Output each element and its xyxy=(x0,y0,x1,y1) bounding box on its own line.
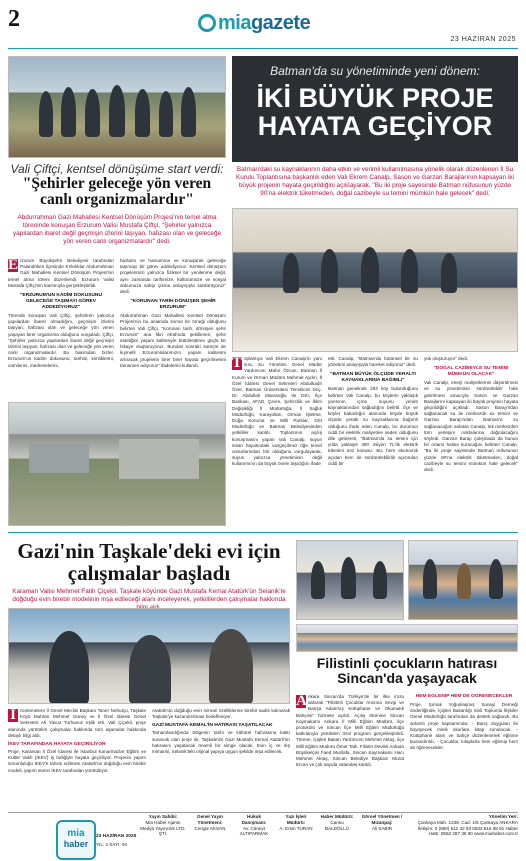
footer-address: Yönetim Yeri: Çankaya Mah. 1238. Cad. 1/6 Çankaya ANKARA İletişim: 0 (850) 512 32 63 0532 516 08 91 Haber Hattı: 0552 287 36 90 www.miahaber.com.tr xyxy=(417,814,518,837)
story-lead: Karaman Valisi Mehmet Fatih Çiçekli, Taşkale köyünde Gazi Mustafa Kemal Atatürk'ün Selanik'te doğduğu evin birebir modelinin inşa edileceği alanı inceleyerek, yetkililerden çalışmalar hakkında xyxy=(12,588,286,604)
footer-issue: YIL: 2 SAYI: 94 xyxy=(96,842,128,847)
story-intro: rzurum Büyükşehir Belediyesi tarafından Palandöken ilçesinde Kırkılıklar Abdurrahman Gazi Mahallesi Kentsel Dönüşüm Projesi'nin temel atma töreni düzenlendi. Erzurum Valisi Mustafa Çiftçi'nin katılımıyla gerçekleştirildi. xyxy=(8,258,114,288)
story-paragraph: ncelemelere İl Genel Meclisi Başkanı Taner Nohutçu, Taşkale Köyü Muhtarı Mehmet Güney ve İl Özel İdaresi Genel Sekreteri Ali Yavuz Turhanoz eşlik etti. Vali Çiçekli, proje alanında yürütülen çalışmalar hakkında tüm aşamalar hakkında detaylı bilgi aldı. xyxy=(8,708,146,738)
officials-photo xyxy=(8,608,290,704)
story-headline: Gazi'nin Taşkale'deki evi için çalışmalar başladı xyxy=(17,539,281,586)
story-paragraph: Abdurrahman Gazi Mahallesi Kentsel Dönüşüm Projesi'nin bu anlamda somut bir örneği olduğunu belirten Vali Çiftçi, "Korunan tarih, dönüşen şehir Erzurum" ana fikri etrafında şekillenen, şehir estetiğini yaşam kalitesiyle bütünleştiren güçlü bir hikaye oluşturuyoruz. Bundan sonraki süreçte de kıymetli Erzurumlularımızın yaşam kalitesini artıracak projelerin birer birer hayata geçirilmesini tamamen adıyoruz" ifadelerini kullandı. xyxy=(120,313,226,368)
story-paragraph: Törende konuşan Vali Çiftçi, şehirlerin yalnızca yapılardan ibaret olmadığını, geçmişin izlerini taşıyan, hafızası olan ve geleceğe yön veren yaşayan birer organizma olduğunu vurguladı. Çiftçi, "Şehirler yalnızca yapılardan ibaret değil geçmişin izlerini taşıyan, hafızası olan ve geleceğe yön veren canlı organizmalardır. Bu bakımdan bizler, Erzurum'un kadim dokusunu, tarihini, kimliklerini, camilerini, medreselerini, xyxy=(8,313,114,368)
footer-managing-editor: Yazı İşleri Müdürü: A. Ersin TURAN xyxy=(279,814,313,831)
story-paragraph: oplantıya Vali Ekrem Canalp'in yanı sıra, Su Yönetimi Genel Müdür Yardımcısı Mahir Özcan, Batman İl Kurum ve Orman Müdürü Mehmet Aydın, İl Özel İdaresi Genel Sekreteri Abdulkadir Özer, Batman Üniversitesi Temsilcisi Doç. Dr. Abdullah Marasoğlu Ile DSİ, İlçe Bankası, AFAD, Çevre, Şehircilik ve İklim Değişikliği İl Müdürlüğü, İl Sağlık Müdürlüğü, Karayolları, Orman İşletme, Doğa Koruma ve Milli Parklar, DSİ Müdürlüğü ve Batman Belediyesinden yetkililer katıldı. Toplantının açılış konuşmasını yapan Vali Canalp, suyun insan hayatındaki vazgeçilmez öğe temel unsurlarından biri olduğunu vurgulayarak, suyun yalnızca yönetiminin değil kullanımının da büyük önem taşıdığını ifade xyxy=(232,356,322,467)
masthead-rule xyxy=(8,48,518,49)
issue-date: 23 HAZİRAN 2025 xyxy=(450,36,516,43)
ribbon-cutting-photo xyxy=(408,540,518,620)
library-opening-photo xyxy=(296,540,404,620)
story-lead: Abdurrahman Gazi Mahallesi Kentsel Dönüşüm Projesi'nin temel atma töreninde konuşan Erzurum Valisi Mustafa Çiftçi, "Şehirler yalnızca yapılardan ibaret değil geçmişin izlerini taşıyan, hafızası olan ve geleceğe yön veren canlı organizmalardır" dedi. xyxy=(12,214,222,246)
story-headline: İKİ BÜYÜK PROJE HAYATA GEÇİYOR xyxy=(256,83,494,142)
ceremony-photo xyxy=(8,56,226,158)
children-photo xyxy=(296,624,518,652)
story-paragraph: Atatürk'ün doğduğu evin mimari özelliklerine birebir sadık kalınarak Taşkale'ye kazandırılması hedefleniyor. xyxy=(152,708,290,720)
dropcap: T xyxy=(232,356,243,371)
dropcap: İ xyxy=(8,709,18,722)
headline-band xyxy=(232,56,518,162)
page-number: 2 xyxy=(8,6,20,32)
footer-logo-mia: mia xyxy=(67,828,85,839)
footer-rule xyxy=(8,812,518,813)
subheading: "ERZURUM'UN KADİM DOKUSUNU GELECEĞE TAŞIMAYI GÖREV ADDEDİYORUZ" xyxy=(20,293,102,311)
subheading: "DOĞAL CAZİBEYLE SU TEMİNİ MÜMKÜN OLACAK" xyxy=(433,366,509,378)
newspaper-logo[interactable] xyxy=(198,12,310,35)
story-paragraph: etti. Canalp, "Batman'da bütünsel bir su yönetimi anlayışıyla hareket ediyoruz" dedi. xyxy=(328,356,418,368)
footer-logo[interactable] xyxy=(56,820,96,860)
story-paragraph: Vali Canalp, enerji maliyetlerinin düşürülmesi ve su yönetiminin sürdürülebilir hale getirilmesi amacıyla Sason ve Garzan Barajlarını kapsayan iki büyük projenin hayata geçirildiğini açıkladı. Sason Barajı'ndan sağlanacak su ile merkezde su temini ve Garzan Barajı'ndan Batman'a su sağlanacağını anlatan Canalp, tek merkezden tüm yerleşim noktalarına dağıtılacağını söyledi. Garzan Barajı çalışmada da bunun bir ortamı haline kuracağını belirten Canalp, "Bu iki proje sayesinde Batman nüfusunun yüzde 90'na elektrik tüketmeden, doğal cazibeyle su temini mümkün hale gelecek" dedi. xyxy=(424,380,518,473)
subheading: HEM EĞLENİP HEM DE ÖĞRENECEKLER xyxy=(415,694,513,699)
story-paragraph: Batman genelinde 293 köy bulunduğunu belirten Vali Canalp, bu köylerin yaklaşık yarısının içme suyunu yeraltı kaynaklarından sağladığını belirtti. İlçe ve köyler bakanlığın alanında köyde büyük ölçüde yeraltı su kaynaklarına bağımlı olduğunu ifade eden Canalp, bu durumun ciddi bir elektrik maliyetine neden olduğunu dile getirerek, "Batman'da su temini için yılda yaklaşık 390 milyon TL'lik elektrik tüketimi söz konusu. Bu, hem ekonomik açıdan hem de sürdürülebilirlik açısından ciddi bir xyxy=(328,386,418,466)
story-body xyxy=(232,356,518,526)
subheading: "BATMAN BÜYÜK ÖLÇÜDE YERALTI KAYNAKLARINA BAĞIMLI" xyxy=(330,372,416,384)
story-headline: Filistinli çocukların hatırası Sincan'da yaşayacak xyxy=(316,655,498,686)
story-paragraph: nkara Sincan'da Türkiye'de bir ilke imza atılarak "Filistinli Çocuklar Anısına Sevgi ve Barışa Adanmış Kütüphane ve Okumalık Bahçesi" hizmete açıldı. Açılış törenine Sincan Kaymakamı Ankara İl Milli Eğitim Müdürü, ilçe protokolü ve Sincan İlçe Milli Eğitim Müdürlüğü katkılarıyla yürütülen özel program gerçekleştirildi. Törene, İçişleri Bakan Yardımcısı Mehmet Aktaş, ilçe Milli Eğitim Müdürü Ömer Tatlı, Filistin Devleti Ankara Büyükelçisi Faed Mustafa, Sincan Kaymakamı Hacı Mehmet Aktaş, Sincan Belediye Başkanı Murat Ercan ve çok sayıda vatandaş katıldı. xyxy=(296,694,404,768)
logo-ring-icon xyxy=(198,14,216,32)
footer-news-director: Haber Müdürü: Cansu BALDÖLLÜ xyxy=(320,814,354,831)
footer-art-director: Görsel Yönetmen / Mizanpaj: Ali SABIR xyxy=(361,814,403,831)
story-kicker: Vali Çiftçi, kentsel dönüşüme start verdi: xyxy=(10,162,224,176)
story-paragraph: Proje, Karaman İl Özel İdaresi ile İstanbul Kanarmazlar Eğitim ve Kültür Vakfı (İKEV) iş birliğiyle hayata geçiriliyor. Projenin yapım sorumluluğu İKEV'e tahsis edilmesi Atatürk'ün doğduğu evin birebir modeli, yapım süreci İKEV tarafından yürütülüyor. xyxy=(8,749,146,773)
story-paragraph: Proje, Şırnak Yoğunlaşmış Sanayi Derneği önderliğinde, İçişleri Bakanlığı Sivil Toplumla İlişkiler Genel Müdürlüğü tarafından da destek sağlandı. Bu anlamlı proje kapsamında: - Barış duyguları ile büyüyecek minik okurlara kitap sunulacak. - Kütüphane alanı ve bahçe düzenlenerek eğitime kazandırıldı. - Çocuklar, kitaplarla hem eğlenip hem de öğrenecekler. xyxy=(410,702,518,751)
story-lead: Batman'daki su kaynaklarının daha etkin ve verimli kullanılmasına yönelik olarak düzenlenen İl Su Kurulu Toplantısına başkanlık eden Vali Ekrem Canalp, Sason ve Garzan Barajlarının kapsayan iki büyük projenin hayata geçirildiğini açıklayarak, "Bu iki proje sayesinde Batman nüfusunun yüzde 90'na elektrik tüketmeden, doğal cazibeyle su temini mümkün hale gelecek" dedi. xyxy=(236,166,514,198)
story-body xyxy=(8,708,290,808)
footer-legal-advisor: Hukuk Danışmanı: Av. Cüneyt ALTIPARMAK xyxy=(239,814,269,837)
subheading: GAZİ MUSTAFA KEMAL'İN HATIRASI YAŞATILACAK xyxy=(152,723,273,729)
logo-mia: mia xyxy=(218,12,251,34)
subheading: İKEV TARAFINDAN HAYATA GEÇİRİLİYOR xyxy=(8,742,106,748)
story-body xyxy=(296,694,518,808)
story-headline: "Şehirler geleceğe yön veren canlı organizmalardır" xyxy=(22,175,212,209)
story-paragraph: Tamamlandığında bölgenin tarihi ve kültürel hafızasına katkı sunacak olan proje ile, Taşkale'de Gazi Mustafa Kemal Atatürk'ün hatırasını yaşatacak önemli bir simge olacak. Evin iç ve dış mimarisi, Selanik'teki orijinal yapıya uygun şekilde inşa edilecek. xyxy=(152,730,290,755)
story-kicker: Batman'da su yönetiminde yeni dönem: xyxy=(270,64,480,78)
footer-date: 23 HAZİRAN 2025 xyxy=(96,834,137,839)
story-paragraph: yük oluşturuyor" dedi. xyxy=(424,356,469,361)
meeting-photo xyxy=(232,208,518,352)
dropcap: E xyxy=(8,258,19,273)
section-divider xyxy=(8,532,518,533)
footer-logo-haber: haber xyxy=(63,839,89,849)
dropcap: A xyxy=(296,694,307,709)
story-body xyxy=(8,258,226,398)
subheading: "KORUNAN TARİH DÖNÜŞEN ŞEHİR ERZURUM" xyxy=(130,299,216,311)
story-intro-continued: hazlamı ve hamamına ve konuşarak geleceğe taşımayı bir görev addediyoruz. Kentsel dönüşüm projelerimizi yalnızca fiziksel bir yenilenme değil, aynı zamanda tarihimize, kültürümüze ve sosyal dokumuza sahip çıkma anlayışıyla sürdürüyoruz" dedi. xyxy=(120,258,226,295)
construction-site-photo xyxy=(8,402,226,526)
logo-gazete: gazete xyxy=(250,12,311,34)
footer-editor-in-chief: Genel Yayın Yönetmeni: Cengiz AKSAN xyxy=(194,814,226,831)
footer-publisher: Yayın Sahibi: Mia Haber Ajansı Medya Yayıncılık LTD. ŞTİ. xyxy=(140,814,186,837)
